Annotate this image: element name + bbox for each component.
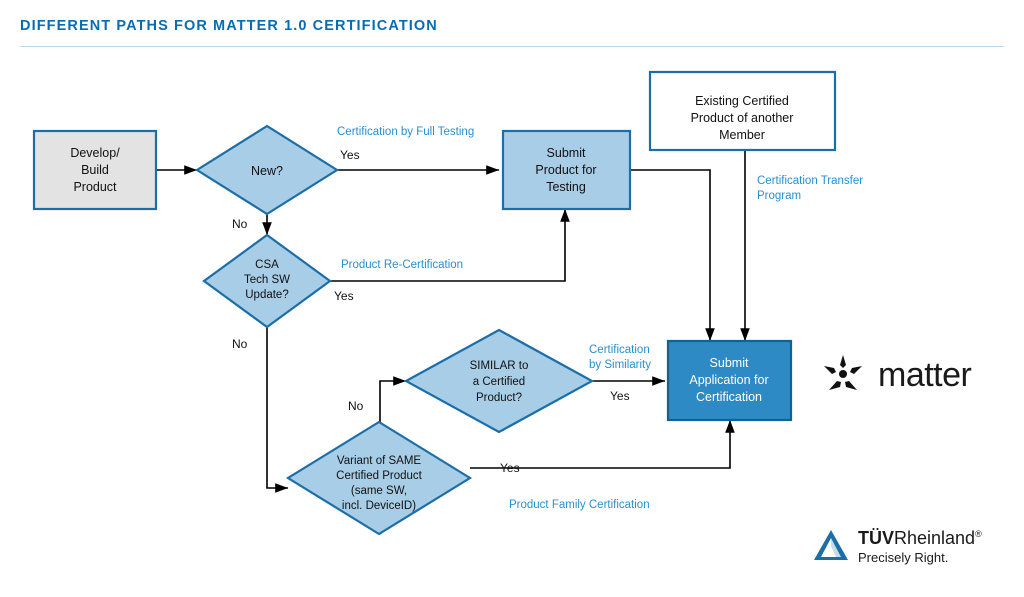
node-similar-line-2: a Certified <box>472 376 526 388</box>
tuv-triangle-icon <box>812 528 850 562</box>
node-existing-line-3: Member <box>719 128 765 142</box>
path-label-full-testing: Certification by Full Testing <box>337 126 475 138</box>
node-csa-line-2: Tech SW <box>243 274 291 286</box>
node-variant-decision[interactable] <box>288 422 470 534</box>
path-label-similarity-line-1: Certification <box>589 344 650 356</box>
node-submit-application-line-2: Application for <box>689 373 769 387</box>
matter-logo <box>820 352 971 398</box>
path-label-family-certification: Product Family Certification <box>509 499 650 511</box>
tuv-name-rest: Rheinland <box>894 528 976 548</box>
path-label-transfer-line-2: Program <box>757 190 802 202</box>
node-existing-certified-product[interactable] <box>650 72 835 150</box>
node-develop-line-2: Build <box>81 163 109 177</box>
node-submit-testing-line-2: Product for <box>535 163 597 177</box>
node-develop-build-product[interactable] <box>34 131 156 209</box>
node-csa-line-3: Update? <box>245 289 289 301</box>
tuv-tagline: Precisely Right. <box>858 549 949 565</box>
node-submit-application-line-3: Certification <box>696 390 762 404</box>
node-submit-application-line-1: Submit <box>709 356 749 370</box>
path-label-transfer-line-1: Certification Transfer <box>757 175 864 187</box>
node-csa-line-1: CSA <box>255 259 279 271</box>
edge-label-csa-no: No <box>232 337 248 351</box>
matter-mark-icon <box>820 352 866 398</box>
node-new-label: New? <box>251 164 283 178</box>
node-variant-line-3: (same SW, <box>350 485 408 497</box>
node-submit-product-testing[interactable] <box>503 131 630 209</box>
tuv-text-block <box>858 528 982 566</box>
edge-csa-no-to-variant <box>267 327 288 488</box>
node-variant-line-2: Certified Product <box>336 470 422 482</box>
node-submit-application-certification[interactable] <box>668 341 791 420</box>
node-variant-line-4: incl. DeviceID) <box>341 500 417 512</box>
node-develop-line-3: Product <box>73 180 117 194</box>
node-similar-line-1: SIMILAR to <box>469 360 529 372</box>
node-csa-decision[interactable] <box>204 235 330 327</box>
edge-label-new-no: No <box>232 217 248 231</box>
edge-variant-no-to-similar <box>380 381 406 430</box>
matter-wordmark: matter <box>878 355 972 394</box>
node-existing-line-2: Product of another <box>690 111 794 125</box>
edge-label-new-yes: Yes <box>340 148 360 162</box>
tuv-rheinland-logo <box>812 528 982 566</box>
node-submit-testing-line-3: Testing <box>546 180 586 194</box>
edge-label-similar-no: No <box>348 399 364 413</box>
edge-submit-testing-to-submit-application <box>630 170 710 341</box>
page-title: DIFFERENT PATHS FOR MATTER 1.0 CERTIFICATION <box>20 18 438 34</box>
path-label-re-certification: Product Re-Certification <box>341 259 464 271</box>
node-submit-testing-line-1: Submit <box>546 146 586 160</box>
node-new-decision[interactable] <box>197 126 337 214</box>
path-label-similarity-line-2: by Similarity <box>589 359 651 371</box>
node-similar-line-3: Product? <box>475 392 523 404</box>
tuv-name <box>858 528 982 549</box>
edge-label-csa-yes: Yes <box>334 289 354 303</box>
edge-label-similar-yes: Yes <box>610 389 630 403</box>
node-variant-line-1: Variant of SAME <box>336 455 422 467</box>
node-existing-line-1: Existing Certified <box>695 94 789 108</box>
tuv-name-bold: TÜV <box>858 528 894 548</box>
tuv-registered-mark: ® <box>975 529 982 539</box>
edge-label-variant-yes: Yes <box>500 461 520 475</box>
node-similar-decision[interactable] <box>406 330 592 432</box>
node-develop-line-1: Develop/ <box>70 146 120 160</box>
